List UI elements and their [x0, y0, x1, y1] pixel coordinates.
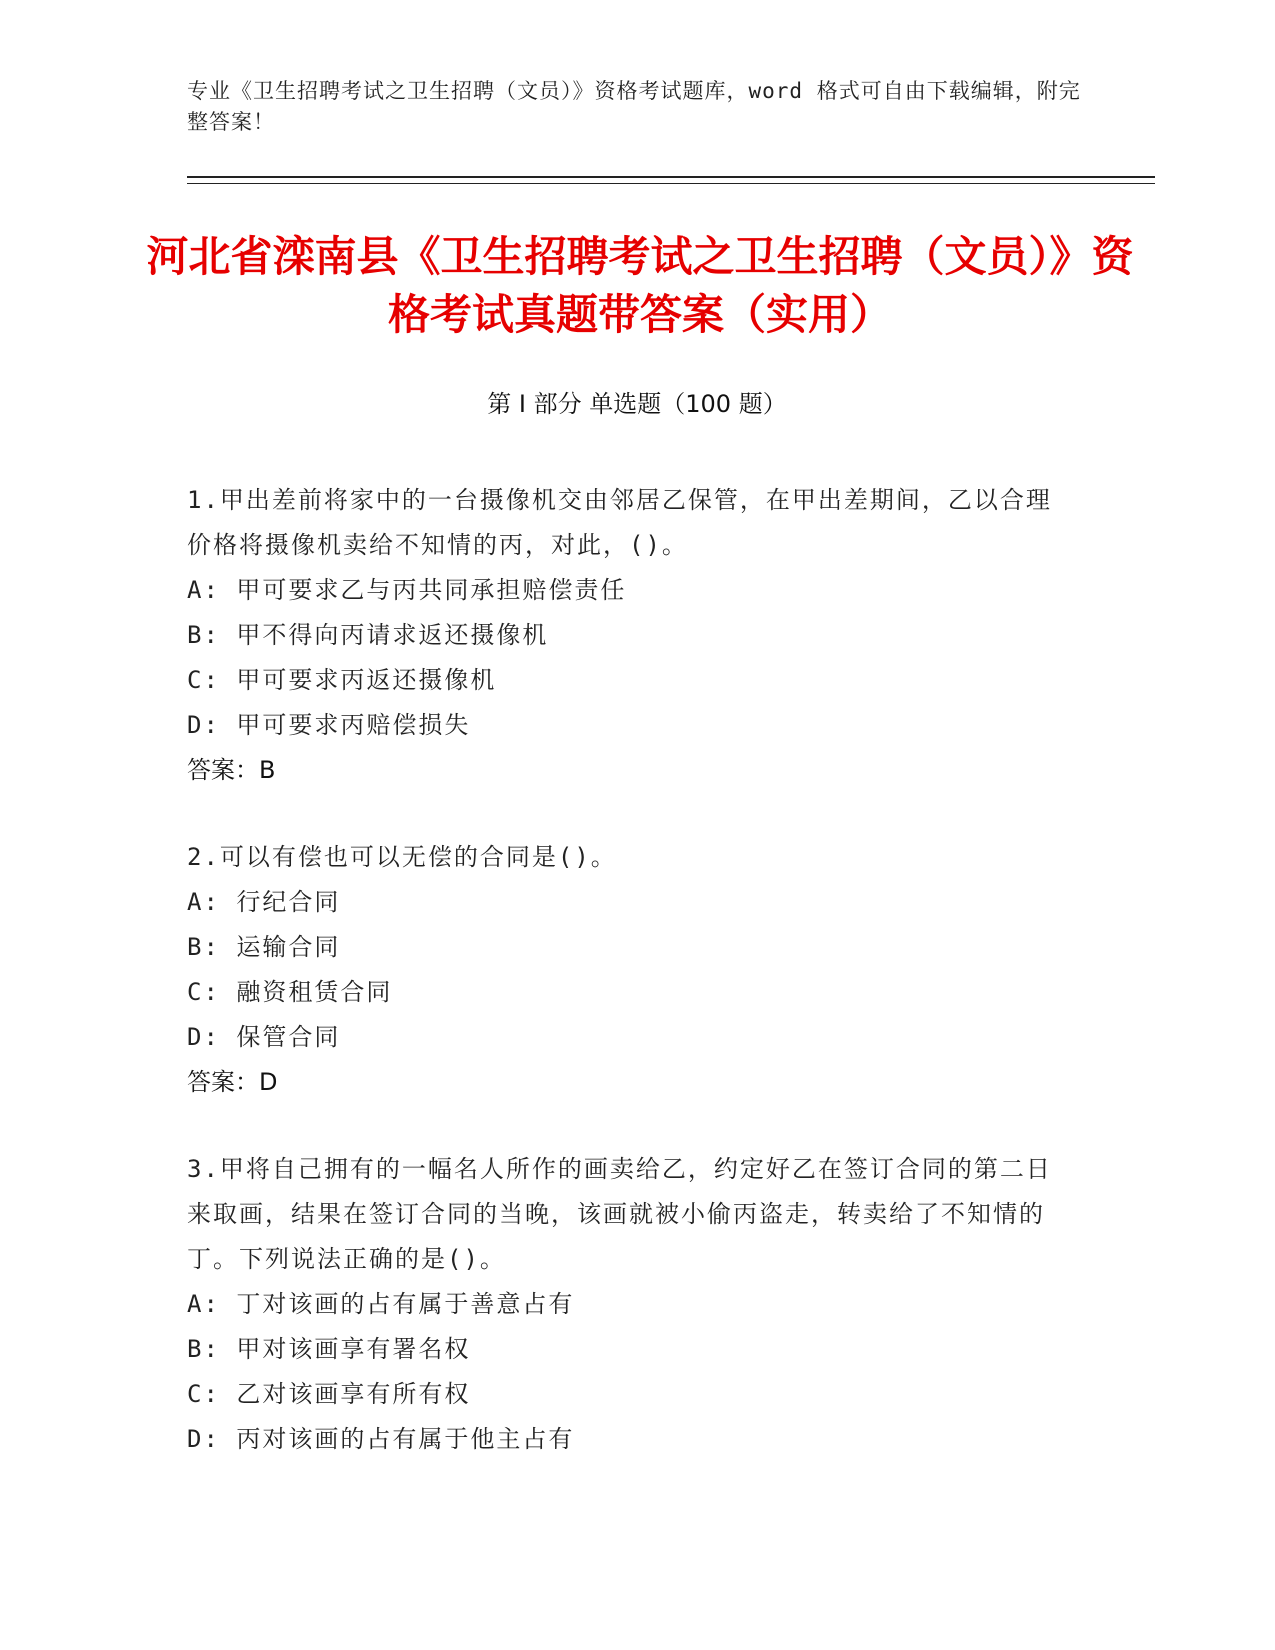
question-3: [187, 1147, 1067, 1462]
answer-line: 答案：D: [187, 1068, 278, 1096]
question-stem: 3.甲将自己拥有的一幅名人所作的画卖给乙，约定好乙在签订合同的第二日来取画，结果在签订合同的当晚，该画就被小偷丙盗走，转卖给了不知情的丁。下列说法正确的是()。: [187, 1155, 1052, 1273]
option-c: C: 乙对该画享有所有权: [187, 1380, 471, 1408]
section-title: 第 I 部分 单选题（100 题）: [487, 390, 787, 418]
option-d: D: 保管合同: [187, 1023, 341, 1051]
option-d: D: 丙对该画的占有属于他主占有: [187, 1425, 575, 1453]
option-a: A: 丁对该画的占有属于善意占有: [187, 1290, 575, 1318]
option-a: A: 行纪合同: [187, 888, 341, 916]
question-2: [187, 835, 1067, 1105]
option-a: A: 甲可要求乙与丙共同承担赔偿责任: [187, 576, 627, 604]
question-1: [187, 478, 1067, 793]
question-stem: 2.可以有偿也可以无偿的合同是()。: [187, 843, 617, 871]
header-divider-thin: [187, 183, 1155, 184]
option-b: B: 运输合同: [187, 933, 341, 961]
header-divider-thick: [187, 176, 1155, 178]
intro-text: 专业《卫生招聘考试之卫生招聘（文员）》资格考试题库，word 格式可自由下载编辑，附完整答案！: [187, 79, 1081, 134]
answer-line: 答案：B: [187, 756, 276, 784]
option-c: C: 甲可要求丙返还摄像机: [187, 666, 497, 694]
option-b: B: 甲不得向丙请求返还摄像机: [187, 621, 549, 649]
option-c: C: 融资租赁合同: [187, 978, 393, 1006]
option-b: B: 甲对该画享有署名权: [187, 1335, 471, 1363]
question-stem: 1.甲出差前将家中的一台摄像机交由邻居乙保管，在甲出差期间，乙以合理价格将摄像机卖给不知情的丙，对此，()。: [187, 486, 1052, 559]
question-list: [187, 478, 1067, 1504]
option-d: D: 甲可要求丙赔偿损失: [187, 711, 471, 739]
document-title: 河北省滦南县《卫生招聘考试之卫生招聘（文员）》资格考试真题带答案（实用）: [146, 232, 1134, 339]
